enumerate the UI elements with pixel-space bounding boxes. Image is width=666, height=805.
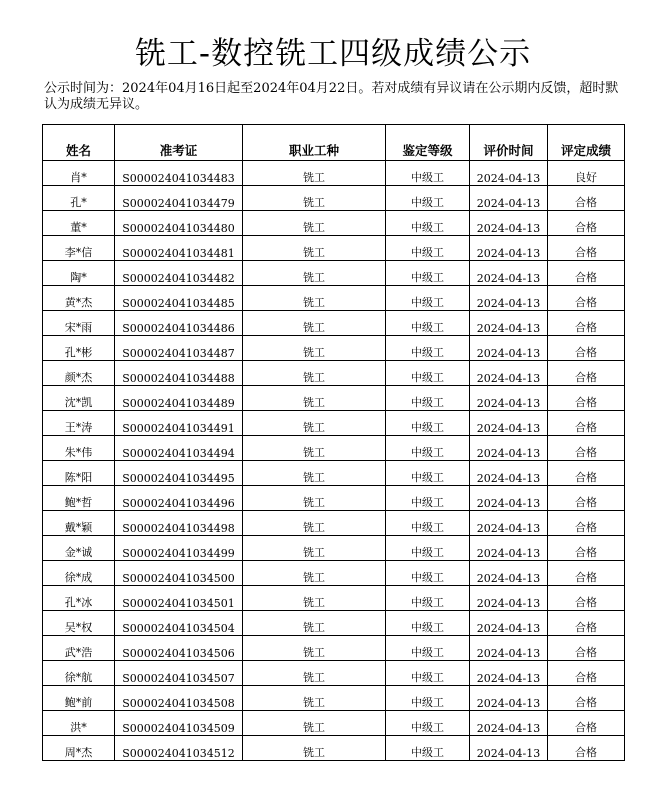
cell-result: 合格 bbox=[548, 336, 625, 361]
cell-occupation: 铣工 bbox=[243, 186, 386, 211]
cell-name: 鲍*哲 bbox=[43, 486, 115, 511]
cell-occupation: 铣工 bbox=[243, 661, 386, 686]
cell-result: 合格 bbox=[548, 661, 625, 686]
cell-name: 陈*阳 bbox=[43, 461, 115, 486]
cell-ticket-no: S000024041034499 bbox=[115, 536, 243, 561]
cell-result: 合格 bbox=[548, 436, 625, 461]
cell-eval-date: 2024-04-13 bbox=[470, 286, 548, 311]
cell-name: 徐*成 bbox=[43, 561, 115, 586]
cell-eval-date: 2024-04-13 bbox=[470, 236, 548, 261]
cell-ticket-no: S000024041034483 bbox=[115, 161, 243, 186]
cell-name: 颜*杰 bbox=[43, 361, 115, 386]
cell-level: 中级工 bbox=[386, 586, 470, 611]
cell-ticket-no: S000024041034498 bbox=[115, 511, 243, 536]
cell-occupation: 铣工 bbox=[243, 211, 386, 236]
cell-occupation: 铣工 bbox=[243, 511, 386, 536]
table-row bbox=[43, 361, 625, 386]
cell-occupation: 铣工 bbox=[243, 711, 386, 736]
table-row bbox=[43, 336, 625, 361]
cell-level: 中级工 bbox=[386, 611, 470, 636]
cell-ticket-no: S000024041034501 bbox=[115, 586, 243, 611]
cell-ticket-no: S000024041034479 bbox=[115, 186, 243, 211]
notice-text: 公示时间为：2024年04月16日起至2024年04月22日。若对成绩有异议请在公示期内反馈，超时默认为成绩无异议。 bbox=[44, 81, 619, 112]
cell-eval-date: 2024-04-13 bbox=[470, 361, 548, 386]
table-row bbox=[43, 661, 625, 686]
table-row bbox=[43, 186, 625, 211]
cell-name: 陶* bbox=[43, 261, 115, 286]
cell-name: 洪* bbox=[43, 711, 115, 736]
table-row bbox=[43, 686, 625, 711]
cell-occupation: 铣工 bbox=[243, 411, 386, 436]
cell-result: 良好 bbox=[548, 161, 625, 186]
cell-occupation: 铣工 bbox=[243, 461, 386, 486]
cell-name: 徐*航 bbox=[43, 661, 115, 686]
cell-result: 合格 bbox=[548, 386, 625, 411]
cell-occupation: 铣工 bbox=[243, 736, 386, 761]
cell-ticket-no: S000024041034481 bbox=[115, 236, 243, 261]
cell-ticket-no: S000024041034494 bbox=[115, 436, 243, 461]
cell-name: 李*信 bbox=[43, 236, 115, 261]
table-row bbox=[43, 561, 625, 586]
cell-name: 孔* bbox=[43, 186, 115, 211]
cell-occupation: 铣工 bbox=[243, 561, 386, 586]
table-row bbox=[43, 211, 625, 236]
cell-result: 合格 bbox=[548, 411, 625, 436]
cell-level: 中级工 bbox=[386, 411, 470, 436]
table-row bbox=[43, 511, 625, 536]
cell-level: 中级工 bbox=[386, 386, 470, 411]
cell-result: 合格 bbox=[548, 561, 625, 586]
cell-level: 中级工 bbox=[386, 236, 470, 261]
cell-result: 合格 bbox=[548, 711, 625, 736]
cell-level: 中级工 bbox=[386, 336, 470, 361]
table-row bbox=[43, 586, 625, 611]
cell-name: 金*诚 bbox=[43, 536, 115, 561]
cell-eval-date: 2024-04-13 bbox=[470, 311, 548, 336]
cell-level: 中级工 bbox=[386, 261, 470, 286]
cell-eval-date: 2024-04-13 bbox=[470, 686, 548, 711]
cell-level: 中级工 bbox=[386, 311, 470, 336]
cell-result: 合格 bbox=[548, 286, 625, 311]
cell-occupation: 铣工 bbox=[243, 161, 386, 186]
cell-eval-date: 2024-04-13 bbox=[470, 661, 548, 686]
cell-name: 周*杰 bbox=[43, 736, 115, 761]
header-result: 评定成绩 bbox=[548, 125, 625, 161]
cell-result: 合格 bbox=[548, 511, 625, 536]
cell-eval-date: 2024-04-13 bbox=[470, 261, 548, 286]
cell-ticket-no: S000024041034506 bbox=[115, 636, 243, 661]
table-row bbox=[43, 611, 625, 636]
cell-occupation: 铣工 bbox=[243, 586, 386, 611]
cell-result: 合格 bbox=[548, 611, 625, 636]
table-row bbox=[43, 461, 625, 486]
header-ticket-no: 准考证 bbox=[115, 125, 243, 161]
cell-occupation: 铣工 bbox=[243, 436, 386, 461]
cell-occupation: 铣工 bbox=[243, 336, 386, 361]
cell-occupation: 铣工 bbox=[243, 311, 386, 336]
cell-eval-date: 2024-04-13 bbox=[470, 536, 548, 561]
cell-level: 中级工 bbox=[386, 661, 470, 686]
page-title: 铣工-数控铣工四级成绩公示 bbox=[134, 36, 532, 72]
cell-ticket-no: S000024041034508 bbox=[115, 686, 243, 711]
cell-name: 孔*冰 bbox=[43, 586, 115, 611]
cell-level: 中级工 bbox=[386, 736, 470, 761]
cell-result: 合格 bbox=[548, 736, 625, 761]
cell-result: 合格 bbox=[548, 586, 625, 611]
cell-level: 中级工 bbox=[386, 711, 470, 736]
cell-result: 合格 bbox=[548, 236, 625, 261]
cell-result: 合格 bbox=[548, 361, 625, 386]
cell-level: 中级工 bbox=[386, 436, 470, 461]
cell-level: 中级工 bbox=[386, 636, 470, 661]
cell-ticket-no: S000024041034512 bbox=[115, 736, 243, 761]
cell-eval-date: 2024-04-13 bbox=[470, 336, 548, 361]
table-row bbox=[43, 711, 625, 736]
cell-occupation: 铣工 bbox=[243, 386, 386, 411]
cell-level: 中级工 bbox=[386, 211, 470, 236]
cell-eval-date: 2024-04-13 bbox=[470, 511, 548, 536]
cell-eval-date: 2024-04-13 bbox=[470, 586, 548, 611]
cell-ticket-no: S000024041034504 bbox=[115, 611, 243, 636]
cell-name: 武*浩 bbox=[43, 636, 115, 661]
cell-eval-date: 2024-04-13 bbox=[470, 386, 548, 411]
cell-ticket-no: S000024041034482 bbox=[115, 261, 243, 286]
cell-result: 合格 bbox=[548, 461, 625, 486]
cell-level: 中级工 bbox=[386, 486, 470, 511]
table-row bbox=[43, 161, 625, 186]
cell-ticket-no: S000024041034487 bbox=[115, 336, 243, 361]
cell-eval-date: 2024-04-13 bbox=[470, 486, 548, 511]
cell-level: 中级工 bbox=[386, 286, 470, 311]
cell-eval-date: 2024-04-13 bbox=[470, 411, 548, 436]
cell-ticket-no: S000024041034491 bbox=[115, 411, 243, 436]
cell-name: 宋*雨 bbox=[43, 311, 115, 336]
cell-name: 吴*权 bbox=[43, 611, 115, 636]
cell-name: 朱*伟 bbox=[43, 436, 115, 461]
table-body bbox=[43, 161, 625, 761]
cell-ticket-no: S000024041034509 bbox=[115, 711, 243, 736]
score-table bbox=[42, 124, 625, 761]
cell-name: 孔*彬 bbox=[43, 336, 115, 361]
cell-eval-date: 2024-04-13 bbox=[470, 611, 548, 636]
cell-ticket-no: S000024041034500 bbox=[115, 561, 243, 586]
cell-eval-date: 2024-04-13 bbox=[470, 636, 548, 661]
cell-occupation: 铣工 bbox=[243, 611, 386, 636]
cell-eval-date: 2024-04-13 bbox=[470, 211, 548, 236]
cell-level: 中级工 bbox=[386, 511, 470, 536]
table-row bbox=[43, 236, 625, 261]
cell-ticket-no: S000024041034486 bbox=[115, 311, 243, 336]
header-occupation: 职业工种 bbox=[243, 125, 386, 161]
cell-level: 中级工 bbox=[386, 161, 470, 186]
header-eval-date: 评价时间 bbox=[470, 125, 548, 161]
cell-result: 合格 bbox=[548, 636, 625, 661]
cell-ticket-no: S000024041034496 bbox=[115, 486, 243, 511]
cell-level: 中级工 bbox=[386, 186, 470, 211]
cell-name: 王*涛 bbox=[43, 411, 115, 436]
cell-eval-date: 2024-04-13 bbox=[470, 161, 548, 186]
header-level: 鉴定等级 bbox=[386, 125, 470, 161]
table-row bbox=[43, 736, 625, 761]
cell-occupation: 铣工 bbox=[243, 486, 386, 511]
table-row bbox=[43, 386, 625, 411]
table-row bbox=[43, 436, 625, 461]
table-header-row bbox=[43, 125, 625, 161]
cell-occupation: 铣工 bbox=[243, 286, 386, 311]
cell-result: 合格 bbox=[548, 311, 625, 336]
cell-eval-date: 2024-04-13 bbox=[470, 736, 548, 761]
cell-result: 合格 bbox=[548, 211, 625, 236]
table-row bbox=[43, 636, 625, 661]
table-row bbox=[43, 286, 625, 311]
cell-name: 黄*杰 bbox=[43, 286, 115, 311]
cell-level: 中级工 bbox=[386, 536, 470, 561]
cell-name: 肖* bbox=[43, 161, 115, 186]
cell-result: 合格 bbox=[548, 686, 625, 711]
cell-eval-date: 2024-04-13 bbox=[470, 436, 548, 461]
cell-eval-date: 2024-04-13 bbox=[470, 461, 548, 486]
cell-name: 戴*颖 bbox=[43, 511, 115, 536]
table-row bbox=[43, 261, 625, 286]
cell-ticket-no: S000024041034480 bbox=[115, 211, 243, 236]
cell-occupation: 铣工 bbox=[243, 261, 386, 286]
cell-occupation: 铣工 bbox=[243, 636, 386, 661]
cell-level: 中级工 bbox=[386, 361, 470, 386]
cell-name: 董* bbox=[43, 211, 115, 236]
table-row bbox=[43, 311, 625, 336]
cell-occupation: 铣工 bbox=[243, 236, 386, 261]
cell-eval-date: 2024-04-13 bbox=[470, 186, 548, 211]
cell-level: 中级工 bbox=[386, 686, 470, 711]
cell-name: 鲍*前 bbox=[43, 686, 115, 711]
cell-result: 合格 bbox=[548, 486, 625, 511]
cell-occupation: 铣工 bbox=[243, 361, 386, 386]
cell-name: 沈*凯 bbox=[43, 386, 115, 411]
cell-level: 中级工 bbox=[386, 461, 470, 486]
table-row bbox=[43, 536, 625, 561]
cell-eval-date: 2024-04-13 bbox=[470, 561, 548, 586]
cell-ticket-no: S000024041034507 bbox=[115, 661, 243, 686]
cell-ticket-no: S000024041034485 bbox=[115, 286, 243, 311]
cell-result: 合格 bbox=[548, 261, 625, 286]
header-name: 姓名 bbox=[43, 125, 115, 161]
cell-result: 合格 bbox=[548, 536, 625, 561]
cell-occupation: 铣工 bbox=[243, 686, 386, 711]
cell-ticket-no: S000024041034489 bbox=[115, 386, 243, 411]
table-row bbox=[43, 486, 625, 511]
cell-result: 合格 bbox=[548, 186, 625, 211]
cell-ticket-no: S000024041034488 bbox=[115, 361, 243, 386]
cell-eval-date: 2024-04-13 bbox=[470, 711, 548, 736]
cell-ticket-no: S000024041034495 bbox=[115, 461, 243, 486]
table-row bbox=[43, 411, 625, 436]
cell-level: 中级工 bbox=[386, 561, 470, 586]
cell-occupation: 铣工 bbox=[243, 536, 386, 561]
